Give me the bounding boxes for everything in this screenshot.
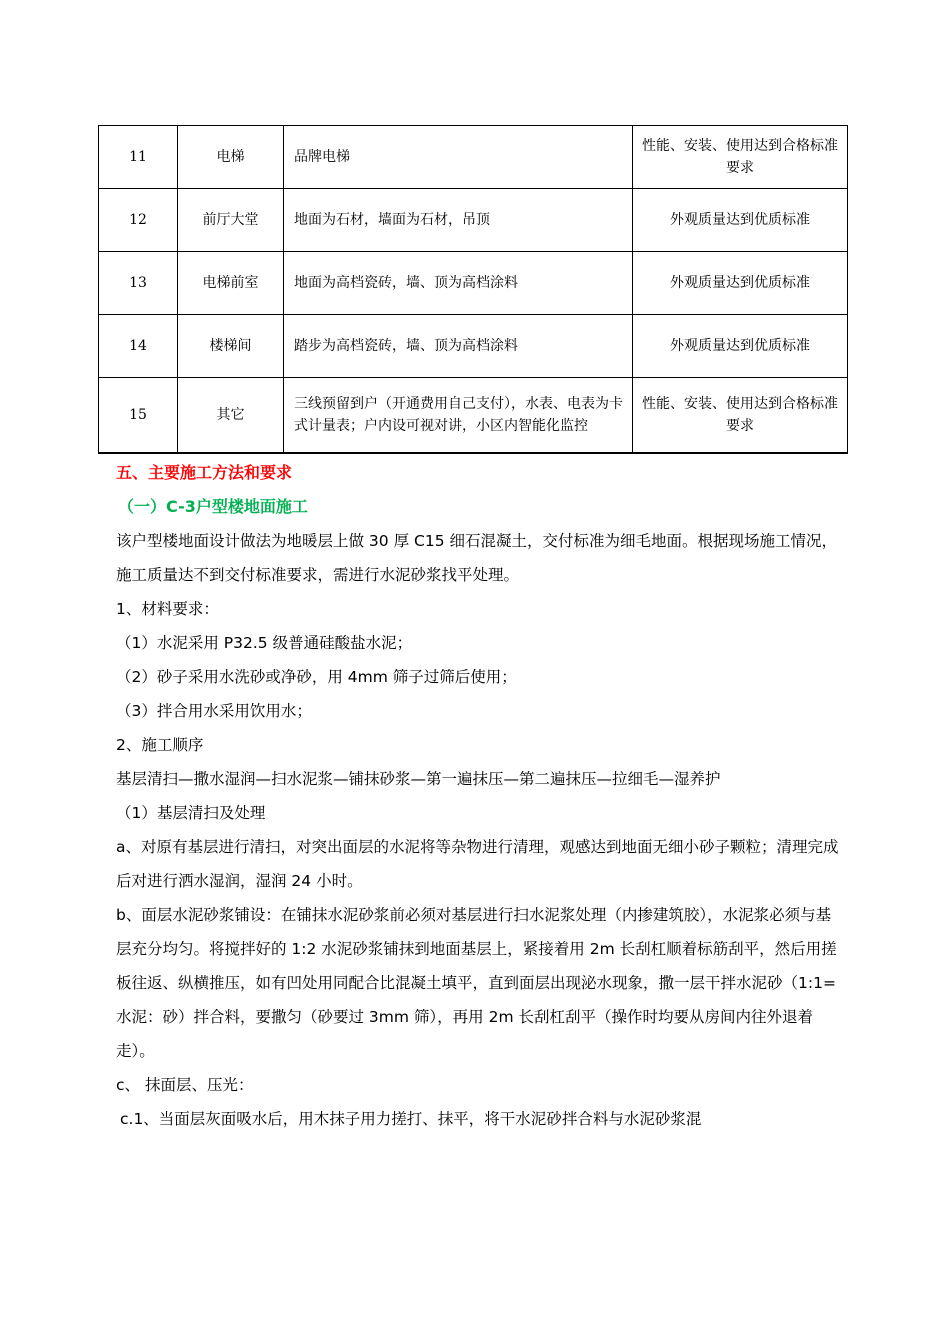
row-item: 楼梯间	[178, 315, 284, 378]
row-number: 13	[99, 252, 178, 315]
material-item: （2）砂子采用水洗砂或净砂，用 4mm 筛子过筛后使用；	[116, 668, 517, 686]
row-standard: 外观质量达到优质标准	[633, 315, 848, 378]
table-row	[99, 189, 848, 252]
row-item: 电梯	[178, 126, 284, 189]
section-body	[116, 456, 840, 1136]
material-item: （1）水泥采用 P32.5 级普通硅酸盐水泥；	[116, 634, 413, 652]
section-subtitle: （一）C-3户型楼地面施工	[118, 497, 308, 516]
row-number: 14	[99, 315, 178, 378]
materials-heading: 1、材料要求：	[116, 600, 219, 618]
row-description: 三线预留到户（开通费用自己支付），水表、电表为卡式计量表；户内设可视对讲，小区内智能化监控	[284, 378, 633, 454]
row-item: 前厅大堂	[178, 189, 284, 252]
sequence-paragraph: 基层清扫—撒水湿润—扫水泥浆—铺抹砂浆—第一遍抹压—第二遍抹压—拉细毛—湿养护	[116, 770, 721, 788]
row-standard: 性能、安装、使用达到合格标准要求	[633, 126, 848, 189]
section-title: 五、主要施工方法和要求	[116, 463, 293, 482]
sequence-heading: 2、施工顺序	[116, 736, 204, 754]
row-item: 其它	[178, 378, 284, 454]
table-row	[99, 315, 848, 378]
intro-paragraph: 该户型楼地面设计做法为地暖层上做 30 厚 C15 细石混凝土，交付标准为细毛地面。根据现场施工情况，施工质量达不到交付标准要求，需进行水泥砂浆找平处理。	[116, 532, 837, 584]
step-b-paragraph: b、面层水泥砂浆铺设：在铺抹水泥砂浆前必须对基层进行扫水泥浆处理（内掺建筑胶），水泥浆必须与基层充分均匀。将搅拌好的 1:2 水泥砂浆铺抹到地面基层上，紧接着用 2m 长刮杠顺着标筋刮平，然后用搓板往返、纵横推压，如有凹处用同配合比混凝土填平，直到面层出现泌水现象，撒一层干拌水泥砂（1:1=水泥：砂）拌合料，要撒匀（砂要过 3mm 筛），再用 2m 长刮杠刮平（操作时均要从房间内往外退着走）。	[116, 906, 837, 1060]
table-row	[99, 252, 848, 315]
row-description: 踏步为高档瓷砖，墙、顶为高档涂料	[284, 315, 633, 378]
row-number: 11	[99, 126, 178, 189]
step-c-heading: c、 抹面层、压光：	[116, 1076, 254, 1094]
step1-heading: （1）基层清扫及处理	[116, 804, 266, 822]
table-row	[99, 378, 848, 454]
table-row	[99, 126, 848, 189]
material-item: （3）拌合用水采用饮用水；	[116, 702, 312, 720]
row-description: 品牌电梯	[284, 126, 633, 189]
row-description: 地面为石材，墙面为石材，吊顶	[284, 189, 633, 252]
row-number: 12	[99, 189, 178, 252]
row-standard: 性能、安装、使用达到合格标准要求	[633, 378, 848, 454]
step-a-paragraph: a、对原有基层进行清扫，对突出面层的水泥将等杂物进行清理，观感达到地面无细小砂子颗粒；清理完成后对进行洒水湿润，湿润 24 小时。	[116, 838, 839, 890]
row-standard: 外观质量达到优质标准	[633, 252, 848, 315]
step-c1-paragraph: c.1、当面层灰面吸水后，用木抹子用力搓打、抹平，将干水泥砂拌合料与水泥砂浆混	[120, 1110, 702, 1128]
row-item: 电梯前室	[178, 252, 284, 315]
row-number: 15	[99, 378, 178, 454]
row-standard: 外观质量达到优质标准	[633, 189, 848, 252]
row-description: 地面为高档瓷砖，墙、顶为高档涂料	[284, 252, 633, 315]
spec-table	[98, 125, 848, 454]
